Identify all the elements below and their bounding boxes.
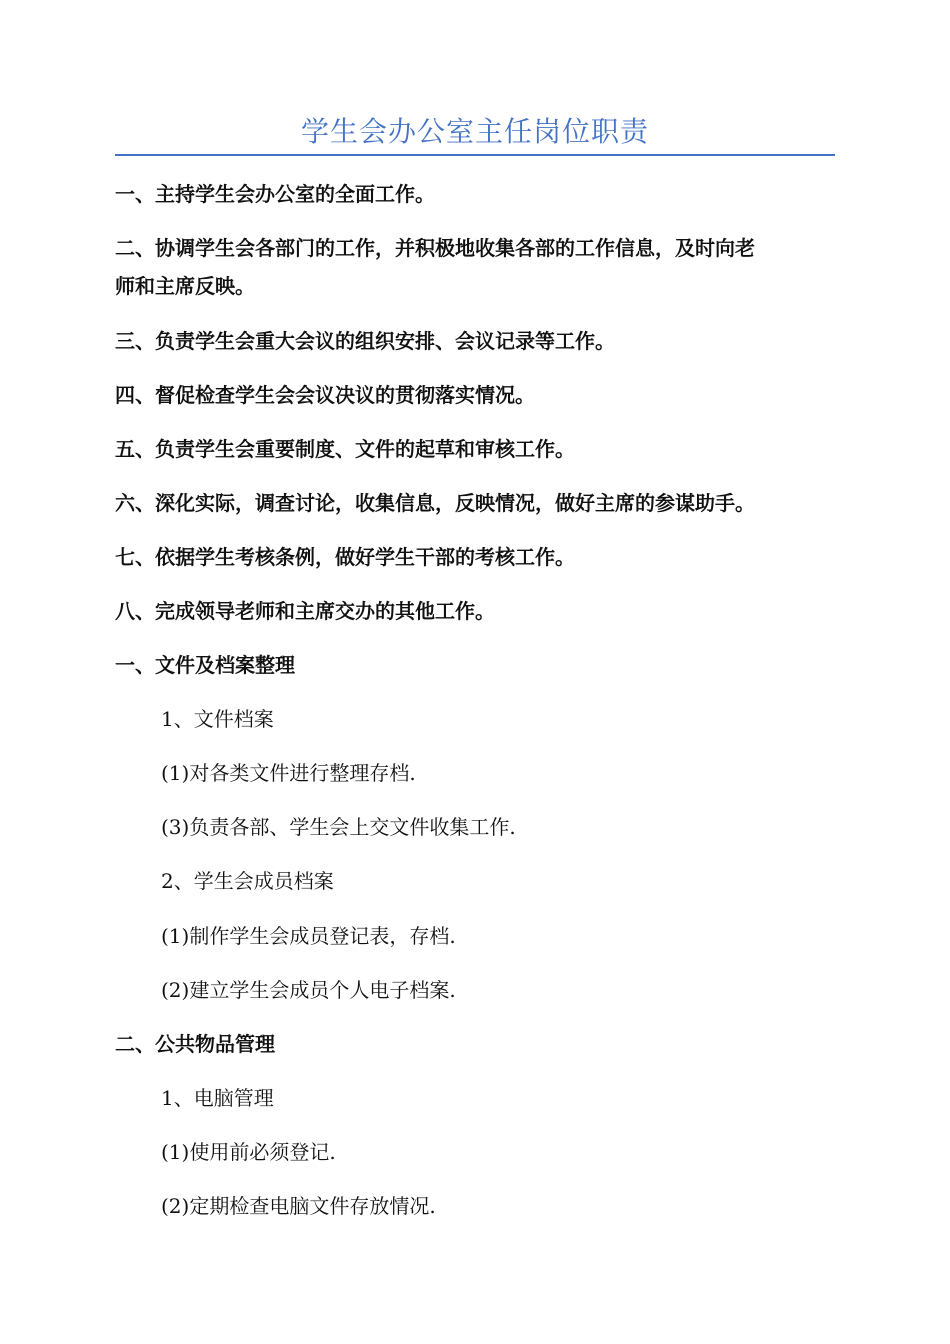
duty-1: 一、主持学生会办公室的全面工作。 [115, 182, 435, 206]
duty-2-continued: 师和主席反映。 [115, 274, 255, 298]
duty-6: 六、深化实际，调查讨论，收集信息，反映情况，做好主席的参谋助手。 [115, 491, 755, 515]
subsection-computer: 1、电脑管理 [161, 1086, 274, 1110]
title-underline [115, 154, 835, 156]
section-heading-public-goods: 二、公共物品管理 [115, 1032, 275, 1056]
section-heading-files: 一、文件及档案整理 [115, 653, 295, 677]
duty-5: 五、负责学生会重要制度、文件的起草和审核工作。 [115, 437, 575, 461]
list-item: (1)对各类文件进行整理存档. [161, 761, 416, 785]
duty-2: 二、协调学生会各部门的工作，并积极地收集各部的工作信息，及时向老 [115, 236, 755, 260]
list-item: (2)定期检查电脑文件存放情况. [161, 1194, 436, 1218]
duty-8: 八、完成领导老师和主席交办的其他工作。 [115, 599, 495, 623]
list-item: (2)建立学生会成员个人电子档案. [161, 978, 456, 1002]
duty-4: 四、督促检查学生会会议决议的贯彻落实情况。 [115, 383, 535, 407]
subsection-file-archive: 1、文件档案 [161, 707, 274, 731]
page-title: 学生会办公室主任岗位职责 [300, 115, 649, 148]
duty-7: 七、依据学生考核条例，做好学生干部的考核工作。 [115, 545, 575, 569]
document-page [115, 0, 835, 1344]
list-item: (3)负责各部、学生会上交文件收集工作. [161, 815, 516, 839]
list-item: (1)使用前必须登记. [161, 1140, 336, 1164]
duty-3: 三、负责学生会重大会议的组织安排、会议记录等工作。 [115, 329, 615, 353]
list-item: (1)制作学生会成员登记表，存档. [161, 924, 456, 948]
subsection-member-archive: 2、学生会成员档案 [161, 869, 334, 893]
